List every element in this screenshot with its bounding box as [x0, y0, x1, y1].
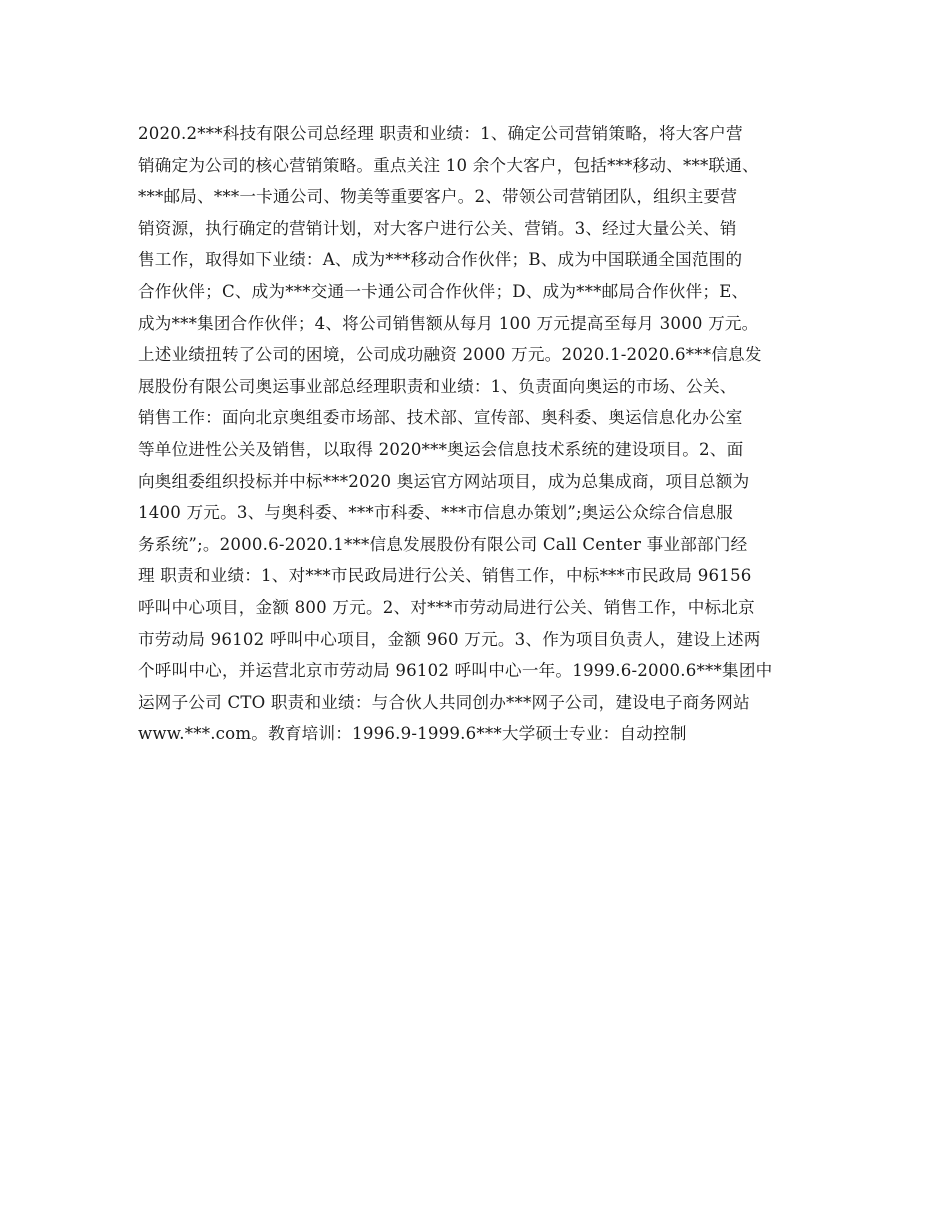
text-line: ***邮局、***一卡通公司、物美等重要客户。2、带领公司营销团队，组织主要营 — [138, 187, 738, 207]
text-line: 理 职责和业绩：1、对***市民政局进行公关、销售工作，中标***市民政局 96156 — [138, 566, 752, 586]
text-line: 上述业绩扭转了公司的困境，公司成功融资 2000 万元。2020.1-2020.6***信息发 — [138, 345, 762, 365]
text-line: 展股份有限公司奥运事业部总经理职责和业绩：1、负责面向奥运的市场、公关、 — [138, 376, 737, 396]
text-line: 向奥组委组织投标并中标***2020 奥运官方网站项目，成为总集成商，项目总额为 — [138, 471, 750, 491]
text-line: 2020.2***科技有限公司总经理 职责和业绩：1、确定公司营销策略，将大客户营 — [138, 124, 743, 143]
text-line: 销售工作：面向北京奥组委市场部、技术部、宣传部、奥科委、奥运信息化办公室 — [138, 408, 743, 428]
text-line: 个呼叫中心，并运营北京市劳动局 96102 呼叫中心一年。1999.6-2000.6***集团中 — [138, 661, 773, 681]
text-line: 市劳动局 96102 呼叫中心项目，金额 960 万元。3、作为项目负责人，建设上述两 — [138, 629, 761, 649]
text-line: 售工作，取得如下业绩：A、成为***移动合作伙伴；B、成为中国联通全国范围的 — [138, 250, 743, 270]
text-line: 呼叫中心项目，金额 800 万元。2、对***市劳动局进行公关、销售工作，中标北京 — [138, 597, 755, 617]
text-line: 等单位进性公关及销售，以取得 2020***奥运会信息技术系统的建设项目。2、面 — [138, 439, 744, 459]
text-line: 销资源，执行确定的营销计划，对大客户进行公关、营销。3、经过大量公关、销 — [138, 218, 737, 238]
text-line: 1400 万元。3、与奥科委、***市科委、***市信息办策划”;奥运公众综合信息服 — [138, 503, 733, 523]
text-line: 成为***集团合作伙伴；4、将公司销售额从每月 100 万元提高至每月 3000 万元。 — [138, 313, 759, 333]
text-line: 务系统”;。2000.6-2020.1***信息发展股份有限公司 Call Center 事业部部门经 — [138, 534, 748, 554]
resume-body-text — [138, 118, 822, 750]
text-line: 合作伙伴；C、成为***交通一卡通公司合作伙伴；D、成为***邮局合作伙伴；E、 — [138, 281, 749, 301]
text-line: www.***.com。教育培训：1996.9-1999.6***大学硕士专业：自动控制 — [138, 724, 687, 744]
text-line: 销确定为公司的核心营销策略。重点关注 10 余个大客户，包括***移动、***联通、 — [138, 155, 759, 175]
text-line: 运网子公司 CTO 职责和业绩：与合伙人共同创办***网子公司，建设电子商务网站 — [138, 692, 750, 712]
